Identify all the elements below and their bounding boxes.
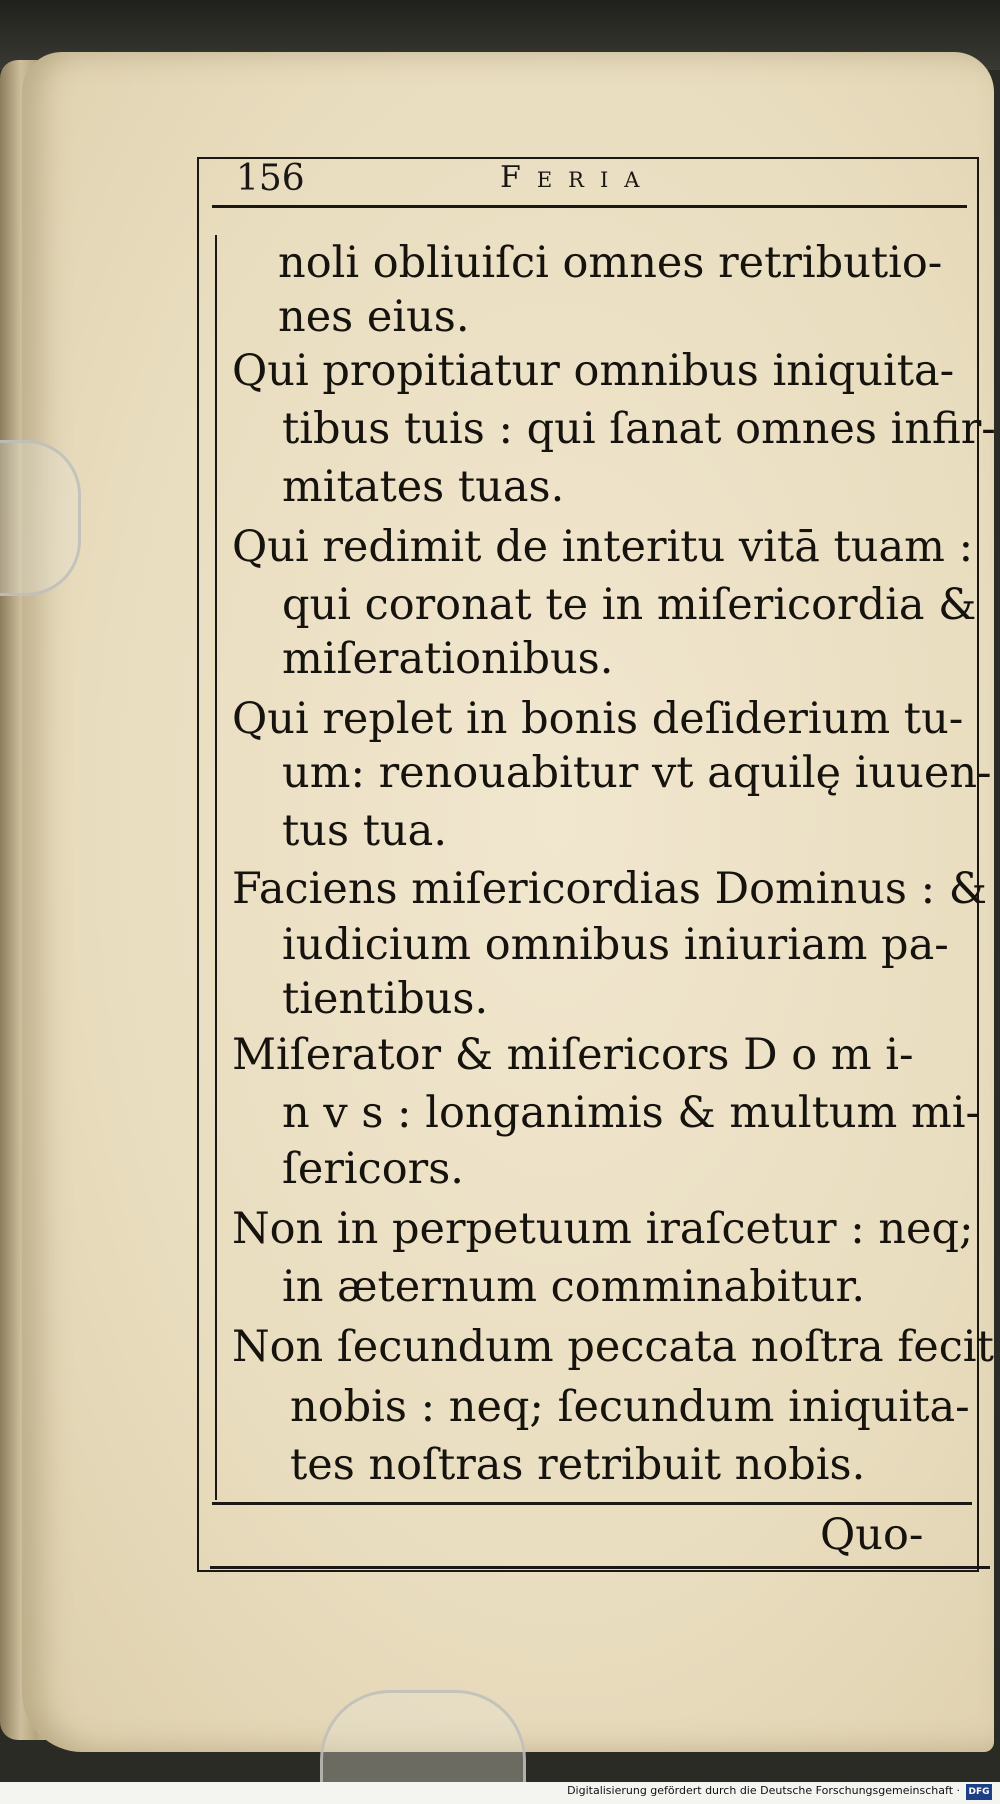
text-line: Non in perpetuum iraſcetur : neq; [232,1204,974,1254]
text-line: tes noſtras retribuit nobis. [290,1440,866,1490]
text-line: ſericors. [282,1144,464,1194]
dfg-logo: DFG [966,1784,992,1800]
text-line: mitates tuas. [282,462,565,512]
text-line: Miſerator & miſericors D o m i- [232,1030,914,1080]
text-line: noli obliuiſci omnes retributio- [278,238,943,288]
text-line: in æternum comminabitur. [282,1262,865,1312]
text-line: um: renouabitur vt aquilę iuuen- [282,748,992,798]
text-line: Qui propitiatur omnibus iniquita- [232,346,955,396]
catchword: Quo- [820,1510,924,1560]
text-line: nobis : neq; ſecundum iniquita- [290,1382,970,1432]
page-number: 156 [236,158,305,199]
text-line: nes eius. [278,292,470,342]
text-line: Faciens miſericordias Dominus : & [232,864,988,914]
text-bottom-rule [212,1502,972,1505]
page-clip-left [0,440,81,596]
text-line: tientibus. [282,974,489,1024]
text-line: iudicium omnibus iniuriam pa- [282,920,949,970]
text-line: qui coronat te in miſericordia & [282,580,977,630]
text-line: Qui redimit de interitu vitā tuam : [232,522,974,572]
header-rule [212,205,967,208]
digitization-credit: Digitalisierung gefördert durch die Deutsche Forschungsgemeinschaft · [567,1784,960,1797]
page-clip-bottom [320,1690,526,1783]
frame-bottom-rule [210,1566,990,1569]
text-line: Qui replet in bonis deſiderium tu- [232,694,964,744]
text-line: miſerationibus. [282,634,614,684]
running-head: Feria [500,160,656,195]
text-line: tus tua. [282,806,447,856]
left-margin-rule [215,235,217,1500]
text-line: tibus tuis : qui ſanat omnes infir- [282,404,996,454]
text-line: n v s : longanimis & multum mi- [282,1088,981,1138]
text-line: Non ſecundum peccata noſtra fecit [232,1322,994,1372]
